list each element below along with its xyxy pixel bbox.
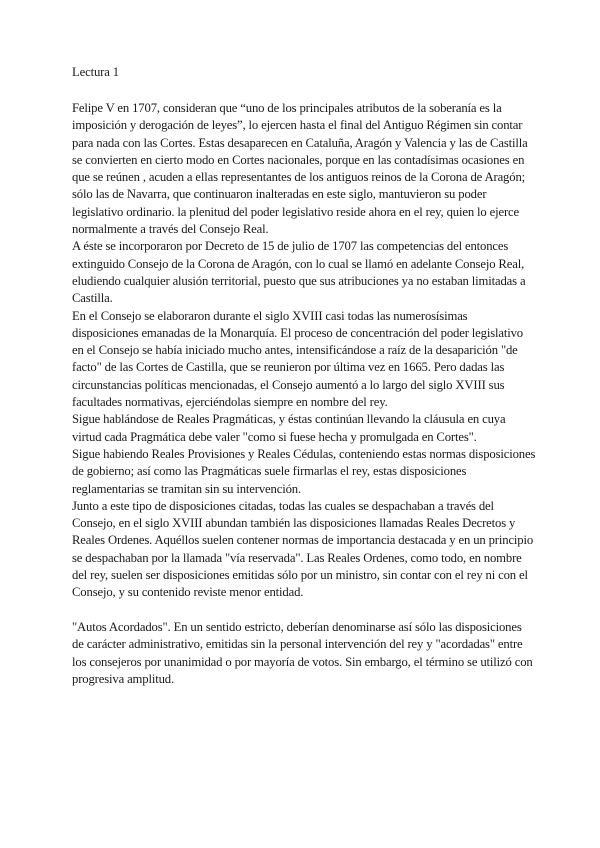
paragraph [72, 619, 533, 688]
text-line: progresiva amplitud. [72, 671, 175, 686]
text-line: virtud cada Pragmática debe valer "como si fuese hecha y promulgada en Cortes". [72, 429, 477, 444]
text-line: los consejeros por unanimidad o por mayoría de votos. Sin embargo, el término se utilizó con [72, 654, 533, 669]
text-line: Reales Ordenes. Aquéllos suelen contener normas de importancia destacada y en un principio [72, 533, 534, 548]
text-line: reglamentarias se tramitan sin su intervención. [72, 481, 302, 496]
paragraph [72, 446, 536, 498]
text-line: en el Consejo se había iniciado mucho antes, intensificándose a raíz de la desaparición "de [72, 343, 518, 358]
text-line: Sigue habiendo Reales Provisiones y Reales Cédulas, conteniendo estas normas disposiciones [72, 446, 536, 461]
text-line: Castilla. [72, 291, 113, 306]
text-line: facto" de las Cortes de Castilla, que se reunieron por última vez en 1665. Pero dadas las [72, 360, 505, 375]
text-line: del rey, suelen ser disposiciones emitidas sólo por un ministro, sin contar con el rey ni con el [72, 568, 528, 583]
document-body [72, 100, 536, 688]
text-line: disposiciones emanadas de la Monarquía. El proceso de concentración del poder legislativo [72, 325, 524, 340]
paragraph [72, 308, 524, 412]
text-line: Felipe V en 1707, consideran que “uno de los principales atributos de la soberanía es la [72, 101, 502, 115]
text-line: normalmente a través del Consejo Real. [72, 222, 269, 237]
text-line: A éste se incorporaron por Decreto de 15 de julio de 1707 las competencias del entonces [72, 239, 509, 254]
text-line: Consejo, en el siglo XVIII abundan también las disposiciones llamadas Reales Decretos y [72, 516, 516, 531]
text-line: legislativo ordinario. la plenitud del poder legislativo reside ahora en el rey, quien lo ejerce [72, 204, 520, 219]
text-line: para nada con las Cortes. Estas desaparecen en Cataluña, Aragón y Valencia y las de Castilla [72, 135, 528, 150]
text-line: circunstancias políticas mencionadas, el Consejo aumentó a lo largo del siglo XVIII sus [72, 377, 505, 392]
text-line: Sigue hablándose de Reales Pragmáticas, y éstas continúan llevando la cláusula en cuya [72, 412, 506, 427]
paragraph-spacer [72, 602, 524, 619]
text-line: En el Consejo se elaboraron durante el siglo XVIII casi todas las numerosísimas [72, 308, 468, 323]
text-line: "Autos Acordados". En un sentido estricto, deberían denominarse así sólo las disposiciones [72, 619, 522, 634]
title-text: Lectura 1 [72, 65, 119, 79]
paragraph [72, 498, 534, 602]
text-line: extinguido Consejo de la Corona de Aragón, con lo cual se llamó en adelante Consejo Real, [72, 256, 525, 271]
text-line: se convierten en cierto modo en Cortes nacionales, porque en las contadísimas ocasiones en [72, 152, 525, 167]
paragraph [72, 411, 524, 446]
text-line: que se reúnen , acuden a ellas representantes de los antiguos reinos de la Corona de Aragón; [72, 170, 526, 185]
paragraph [72, 100, 528, 238]
text-line: de gobierno; así como las Pragmáticas suele firmarlas el rey, estas disposiciones [72, 464, 467, 479]
text-line: de carácter administrativo, emitidas sin la personal intervención del rey y "acordadas" entre [72, 637, 523, 652]
text-line: eludiendo cualquier alusión territorial, puesto que sus atribuciones ya no estaban limitadas a [72, 273, 526, 288]
document-title [72, 64, 524, 81]
text-line: Consejo, y su contenido reviste menor entidad. [72, 585, 304, 600]
text-line: facultades normativas, ejerciéndolas siempre en nombre del rey. [72, 395, 388, 410]
text-line: se despachaban por la llamada "vía reservada". Las Reales Ordenes, como todo, en nombre [72, 550, 522, 565]
text-line: sólo las de Navarra, que continuaron inalteradas en este siglo, mantuvieron su poder [72, 187, 487, 202]
paragraph [72, 238, 524, 307]
text-line: Junto a este tipo de disposiciones citadas, todas las cuales se despachaban a través del [72, 498, 494, 513]
text-line: imposición y derogación de leyes”, lo ejercen hasta el final del Antiguo Régimen sin contar [72, 118, 523, 133]
